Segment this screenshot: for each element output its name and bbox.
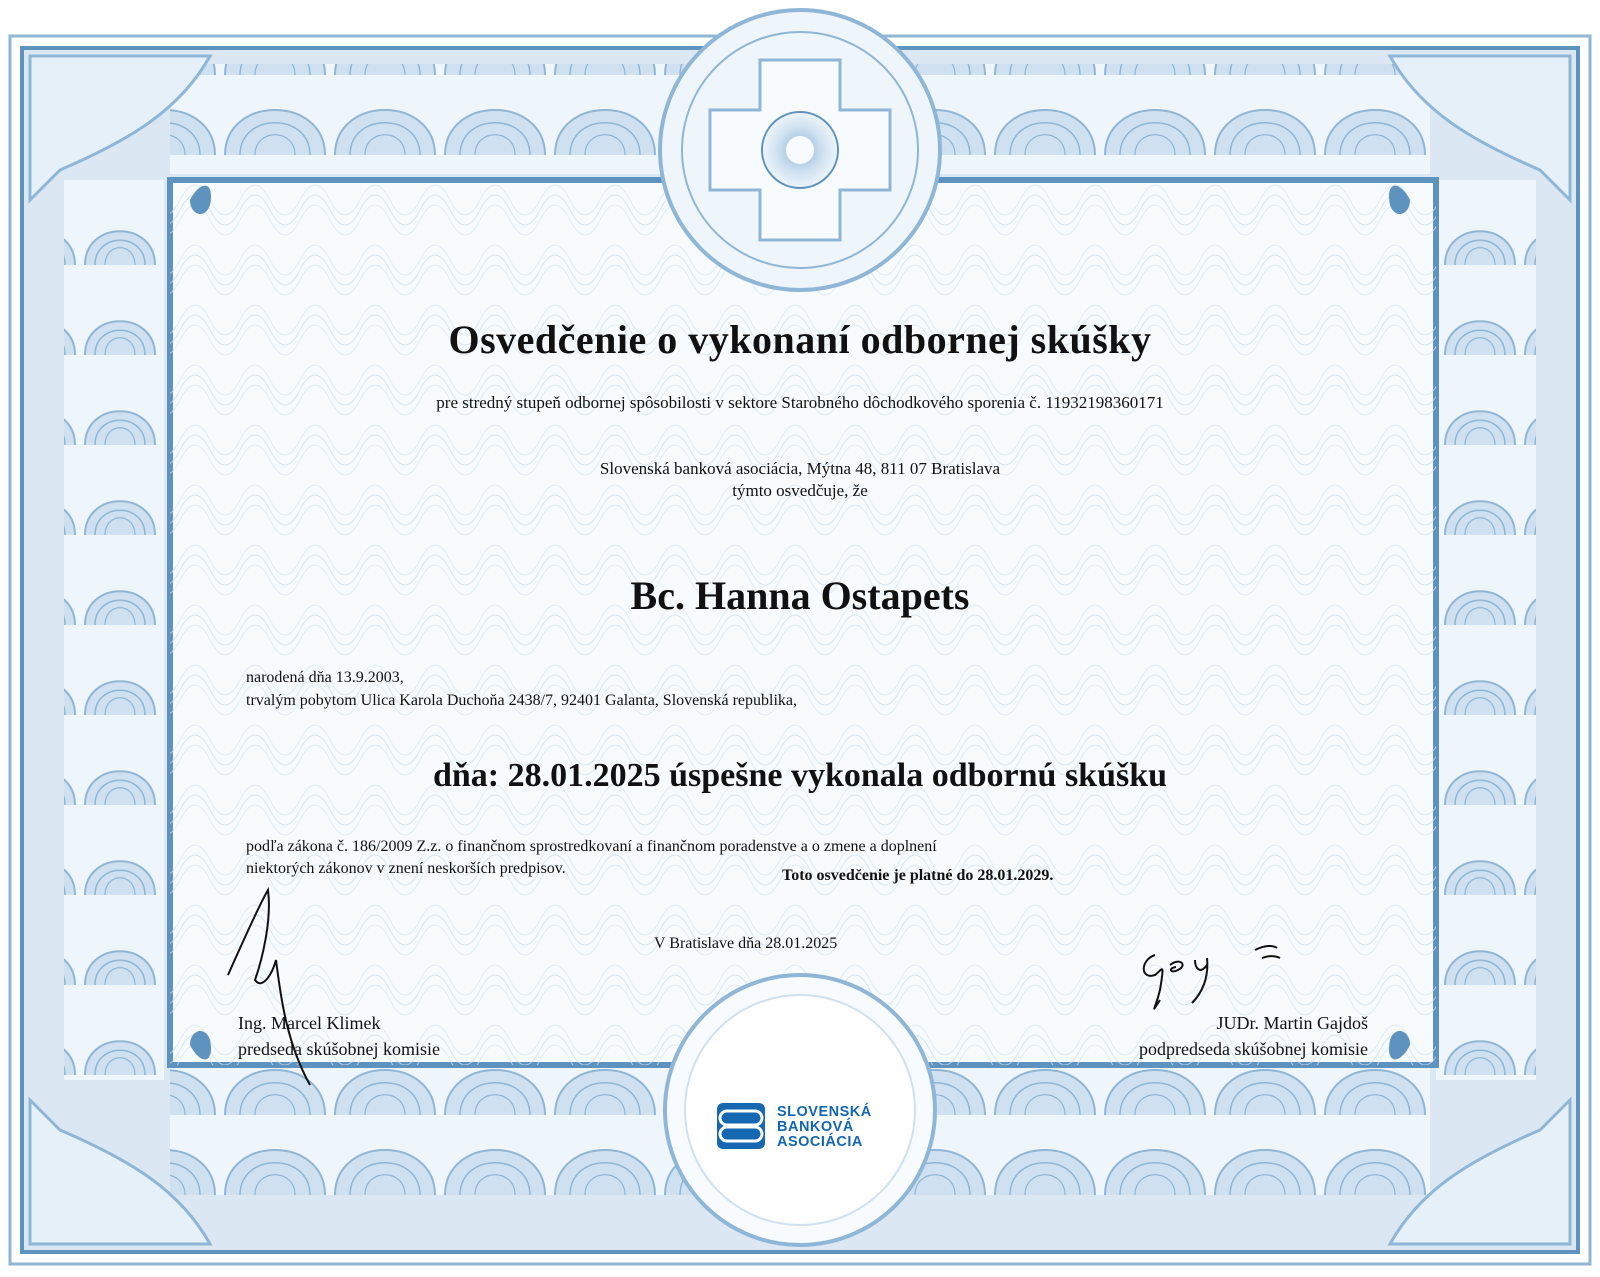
right-signatory-role: podpredseda skúšobnej komisie [1139, 1039, 1368, 1059]
birth-date: narodená dňa 13.9.2003, [246, 669, 404, 686]
place-date: V Bratislave dňa 28.01.2025 [654, 935, 838, 952]
left-signatory-name: Ing. Marcel Klimek [238, 1013, 381, 1033]
holder-name: Bc. Hanna Ostapets [630, 573, 970, 618]
left-signatory-role: predseda skúšobnej komisie [238, 1039, 440, 1059]
issuer-block [0, 458, 1600, 502]
residence: trvalým pobytom Ulica Karola Duchoňa 2438/7, 92401 Galanta, Slovenská republika, [246, 692, 797, 709]
validity-note: Toto osvedčenie je platné do 28.01.2029. [782, 867, 1054, 884]
logo-line-1: SLOVENSKÁ [777, 1104, 872, 1120]
logo-line-2: BANKOVÁ [777, 1119, 854, 1135]
right-signatory-name: JUDr. Martin Gajdoš [1216, 1013, 1368, 1033]
issuer-statement: týmto osvedčuje, že [732, 481, 868, 500]
left-signatory [238, 1010, 440, 1062]
issuer-address: Slovenská banková asociácia, Mýtna 48, 811 07 Bratislava [599, 459, 1001, 478]
law-line-1: podľa zákona č. 186/2009 Z.z. o finančnom sprostredkovaní a finančnom poradenstve a o zmene a doplnení [246, 838, 937, 855]
certificate-subtitle: pre stredný stupeň odbornej spôsobilosti v sektore Starobného dôchodkového sporenia č. 11932198360171 [436, 393, 1164, 412]
certificate-title: Osvedčenie o vykonaní odbornej skúšky [448, 317, 1152, 362]
sba-logo-icon [717, 1103, 765, 1149]
exam-result: dňa: 28.01.2025 úspešne vykonala odbornú skúšku [432, 757, 1168, 794]
logo-line-3: ASOCIÁCIA [777, 1134, 863, 1150]
holder-details [246, 666, 797, 712]
sba-logo-text [777, 1105, 872, 1150]
law-line-2: niektorých zákonov v znení neskorších predpisov. [246, 860, 566, 877]
right-signatory [1139, 1010, 1368, 1062]
